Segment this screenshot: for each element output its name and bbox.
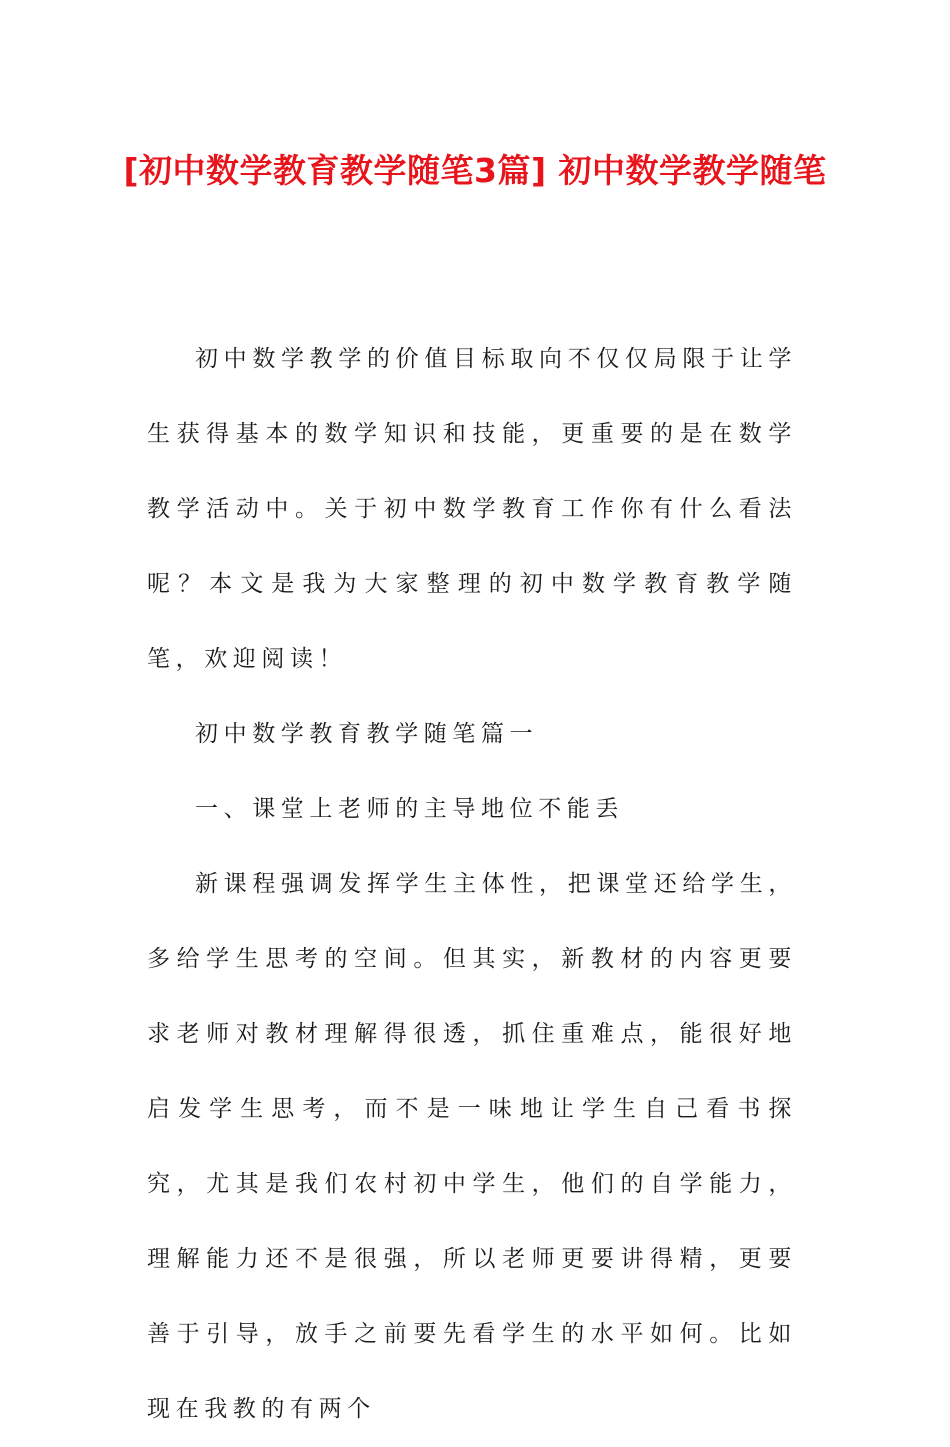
- document-body: [147, 322, 797, 1447]
- document-title: [初中数学教育教学随笔3篇] 初中数学教学随笔: [123, 151, 827, 190]
- subsection-heading: 一、课堂上老师的主导地位不能丢: [195, 796, 624, 822]
- section-heading: 初中数学教育教学随笔篇一: [195, 721, 539, 747]
- paragraph-intro: 初中数学教学的价值目标取向不仅仅局限于让学生获得基本的数学知识和技能，更重要的是在数学教学活动中。关于初中数学教育工作你有什么看法呢？本文是我为大家整理的初中数学教育教学随笔，欢迎阅读！: [147, 346, 797, 672]
- paragraph-body: 新课程强调发挥学生主体性，把课堂还给学生，多给学生思考的空间。但其实，新教材的内容更要求老师对教材理解得很透，抓住重难点，能很好地启发学生思考，而不是一味地让学生自己看书探究，尤其是我们农村初中学生，他们的自学能力，理解能力还不是很强，所以老师更要讲得精，更要善于引导，放手之前要先看学生的水平如何。比如现在我教的有两个: [147, 871, 797, 1422]
